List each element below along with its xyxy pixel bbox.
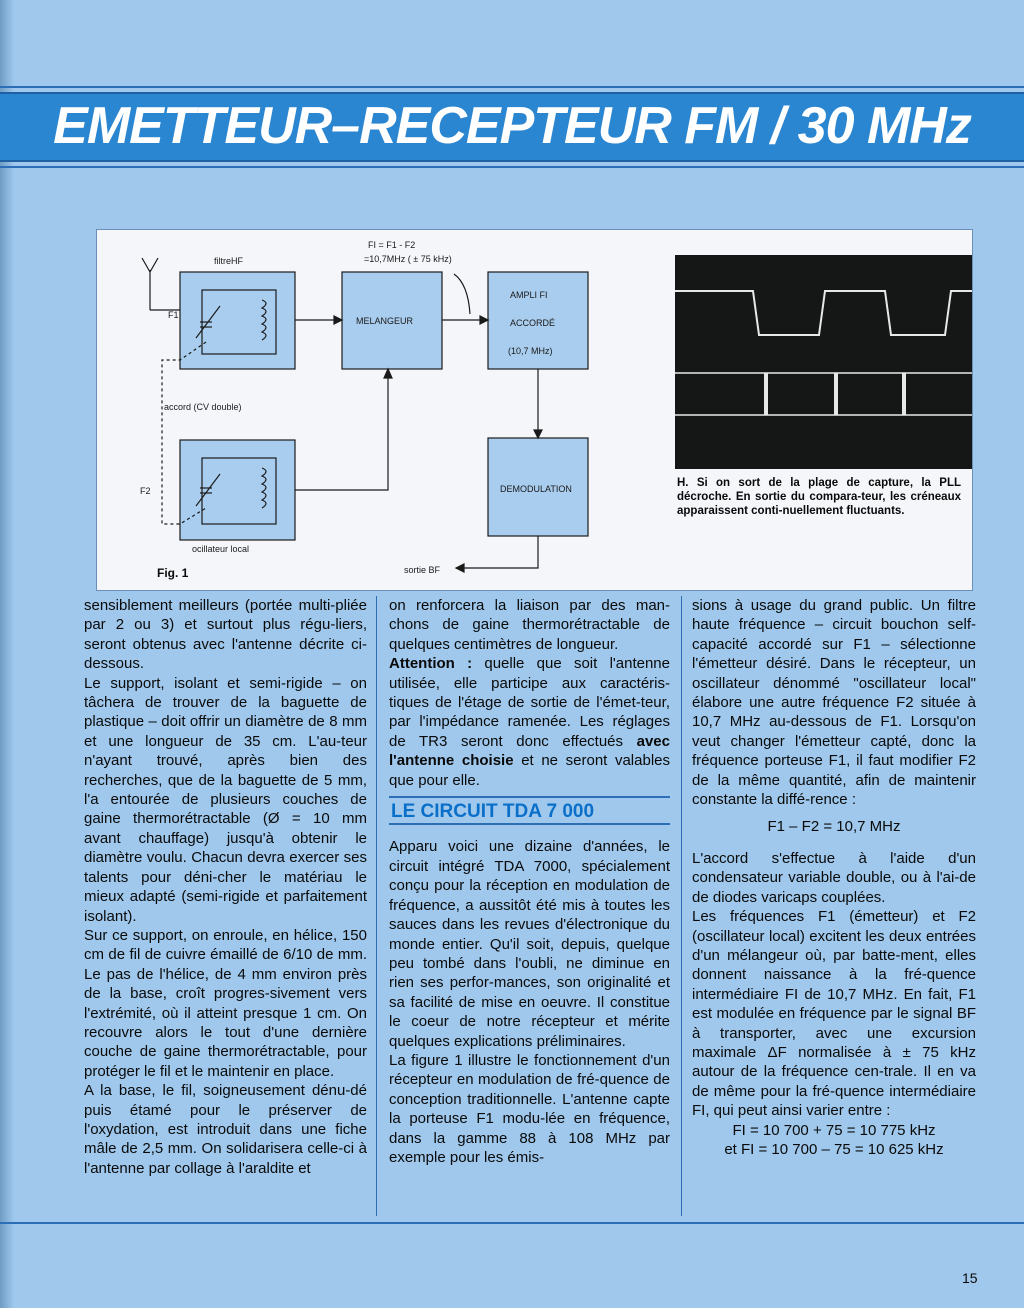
bold-text: avec l'antenne choisie — [389, 732, 670, 770]
equation: FI = 10 700 + 75 = 10 775 kHz — [732, 1121, 936, 1139]
label-osc: ocillateur local — [192, 544, 250, 554]
label-f1: F1 — [168, 310, 179, 320]
column-2 — [389, 596, 670, 1167]
label-ampli-1: AMPLI FI — [510, 290, 548, 300]
label-accord: accord (CV double) — [164, 402, 242, 412]
paragraph: La figure 1 illustre le fonctionnement d'un récepteur en modulation de fré-quence de conception traditionnelle. L'antenne capte la porteuse F1 modu-lée en fréquence, dans la gamme 88 à 108 MHz par exemple pour les émis- — [389, 1051, 670, 1166]
column-divider-2 — [681, 596, 682, 1216]
label-ampli-3: (10,7 MHz) — [508, 346, 553, 356]
inline-text: et ne seront valables que pour elle. — [389, 752, 670, 789]
paragraph: Apparu voici une dizaine d'années, le circuit intégré TDA 7000, spécialement conçu pour la réception en modulation de fréquence, a aussitôt été mis à toutes les sauces dans les revues d'électronique du monde entier. Qu'il soit, depuis, quelque peu tombé dans l'oubli, ne diminue en rien ses perfor-mances, son originalité et sa facilité de mise en oeuvre. Il constitue le coeur de notre récepteur et mérite quelques explications préliminaires. — [389, 838, 670, 1050]
paragraph: Le support, isolant et semi-rigide – on tâchera de trouver de la baguette de plastique – doit offrir un diamètre de 8 mm et une longueur de 35 cm. L'au-teur n'ayant trouvé, après bien des recherches, que de la baguette de 5 mm, l'a entourée de plusieurs couches de gaine thermorétractable (Ø = 10 mm avant chauffage) jusqu'à obtenir le diamètre voulu. Chacun devra exercer ses talents pour déni-cher le matériau le mieux adapté (semi-rigide et parfaitement isolant). — [84, 674, 367, 925]
column-divider-1 — [376, 596, 377, 1216]
equation: et FI = 10 700 – 75 = 10 625 kHz — [724, 1140, 944, 1158]
label-melangeur: MELANGEUR — [356, 316, 414, 326]
square-wave-trace — [675, 291, 972, 335]
label-fi-formula: FI = F1 - F2 — [368, 240, 416, 250]
column-1 — [84, 596, 367, 1178]
bold-text: Attention : — [389, 655, 473, 673]
paragraph: Les fréquences F1 (émetteur) et F2 (oscillateur local) excitent les deux entrées d'un mélangeur où, par batte-ment, elles donnent naissance à la fré-quence intermédiaire FI de 10,7 MHz. En fait, F1 est modulée en fréquence par le signal BF à transporter, avec une excursion maximale ΔF normalisée à ± 75 kHz autour de la fréquence cen-trale. Il en va de même pour la fré-quence intermédiaire FI, qui peut ainsi varier entre : — [692, 908, 976, 1120]
label-filtre: filtreHF — [214, 256, 243, 266]
paragraph: A la base, le fil, soigneusement dénu-dé puis étamé pour le préserver de l'oxydation, est introduit dans une fiche mâle de 2,5 mm. On solidarisera celle-ci à l'antenne par collage à l'araldite et — [84, 1082, 367, 1177]
antenna-symbol — [142, 258, 180, 310]
label-demod: DEMODULATION — [500, 484, 572, 494]
oscilloscope-photo — [675, 255, 972, 469]
bottom-rule — [0, 1222, 1024, 1224]
photo-caption: H. Si on sort de la plage de capture, la PLL décroche. En sortie du compara-teur, les créneaux apparaissent conti-nuellement fluctuants. — [677, 477, 961, 517]
label-fi-value: =10,7MHz ( ± 75 kHz) — [364, 254, 452, 264]
oscillator-box — [180, 440, 295, 540]
paragraph: sensiblement meilleurs (portée multi-pliée par 2 ou 3) et surtout plus régu-liers, seront obtenus avec l'antenne décrite ci-dessous. — [84, 597, 367, 673]
equation: F1 – F2 = 10,7 MHz — [767, 818, 901, 836]
page-title: EMETTEUR–RECEPTEUR FM / 30 MHz — [53, 97, 971, 155]
fi-pointer — [454, 274, 470, 314]
inline-text: quelle que soit l'antenne utilisée, elle participe aux caractéris-tiques de l'étage de sortie de l'émet-teur, par l'impédance ramenée. Les réglages de TR3 seront donc effectués — [389, 655, 670, 750]
scope-traces — [675, 255, 972, 469]
section-heading: LE CIRCUIT TDA 7 000 — [389, 796, 670, 825]
paragraph: sions à usage du grand public. Un filtre haute fréquence – circuit bouchon self-capacité accordé sur F1 – sélectionne l'émetteur désiré. Dans le récepteur, un oscillateur dénommé "oscillateur local" élabore une autre fréquence F2 située à 10,7 MHz au-dessous de F1. Lorsqu'on veut changer l'émetteur capté, donc la fréquence porteuse F1, il faut modifier F2 de la même quantité, afin de maintenir constante la diffé-rence : — [692, 597, 976, 809]
paragraph: L'accord s'effectue à l'aide d'un condensateur variable double, ou à l'ai-de de diodes varicaps couplées. — [692, 849, 976, 906]
paragraph-attention — [389, 654, 670, 790]
column-3 — [692, 596, 976, 1159]
label-sortie: sortie BF — [404, 565, 441, 575]
label-f2: F2 — [140, 486, 151, 496]
paragraph: Sur ce support, on enroule, en hélice, 150 cm de fil de cuivre émaillé de 6/10 de mm. Le pas de l'hélice, de 4 mm environ près de la base, croît progres-sivement vers l'extrémité, où il atteint presque 1 cm. On recouvre alors le tout d'une dernière couche de gaine thermorétractable, pour protéger le fil et le maintenir en place. — [84, 926, 367, 1080]
figure-label: Fig. 1 — [157, 566, 189, 580]
label-ampli-2: ACCORDÉ — [510, 318, 556, 328]
page-number: 15 — [962, 1270, 978, 1286]
paragraph: on renforcera la liaison par des man-chons de gaine thermorétractable de quelques centimètres de longueur. — [389, 597, 670, 653]
